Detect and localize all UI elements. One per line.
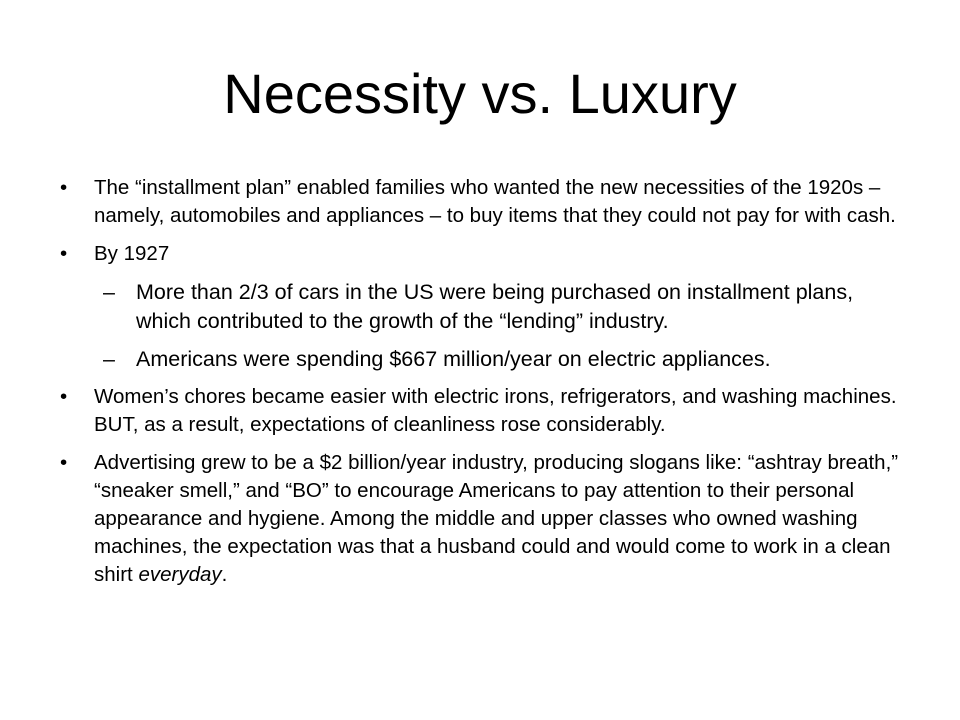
bullet-marker: • bbox=[60, 451, 68, 474]
text-segment: Advertising grew to be a $2 billion/year industry, producing slogans like: “ashtray breath,” “sneaker smell,” and “BO” to encourage Americans to pay attention to their personal appearance and hygiene. Among the middle and upper classes who owned washing machines, the expectation was that a husband could and would come to work in a clean shirt bbox=[94, 451, 899, 586]
bullet-text bbox=[136, 347, 771, 371]
bullet-marker: • bbox=[60, 176, 68, 199]
slide-body bbox=[60, 174, 910, 599]
bullet-text bbox=[94, 451, 898, 586]
italic-text: everyday bbox=[138, 563, 222, 586]
text-segment: More than 2/3 of cars in the US were being purchased on installment plans, which contributed to the growth of the “lending” industry. bbox=[136, 280, 854, 333]
dash-marker: – bbox=[103, 347, 115, 371]
bullet-text bbox=[94, 385, 897, 436]
text-segment: . bbox=[221, 563, 228, 586]
text-segment: The “installment plan” enabled families who wanted the new necessities of the 1920s – namely, automobiles and appliances – to buy items that they could not pay for with cash. bbox=[94, 176, 896, 227]
text-segment: Women’s chores became easier with electric irons, refrigerators, and washing machines. BUT, as a result, expectations of cleanliness rose considerably. bbox=[94, 385, 897, 436]
bullet-text bbox=[94, 176, 896, 227]
text-segment: Americans were spending $667 million/year on electric appliances. bbox=[136, 347, 771, 371]
bullet-item bbox=[60, 383, 910, 439]
bullet-item bbox=[60, 449, 910, 589]
dash-marker: – bbox=[103, 280, 115, 304]
bullet-text bbox=[94, 242, 169, 265]
slide-title: Necessity vs. Luxury bbox=[223, 62, 737, 125]
bullet-marker: • bbox=[60, 242, 68, 265]
bullet-item bbox=[60, 240, 910, 268]
sub-bullet-item bbox=[60, 278, 910, 336]
bullet-text bbox=[136, 280, 853, 333]
bullet-marker: • bbox=[60, 385, 68, 408]
bullet-item bbox=[60, 174, 910, 230]
sub-bullet-item bbox=[60, 345, 910, 374]
text-segment: By 1927 bbox=[94, 242, 170, 265]
